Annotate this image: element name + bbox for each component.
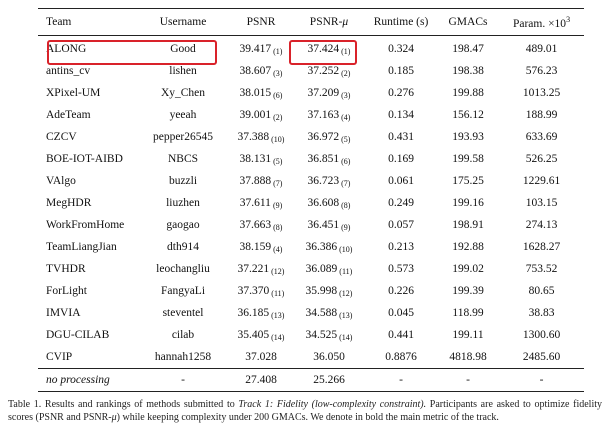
header-psnr-mu-text: PSNR- <box>309 16 343 28</box>
cell-gmacs <box>437 104 499 126</box>
cell-runtime <box>365 148 437 170</box>
table-row <box>38 148 584 170</box>
cell-psnr-mu-rank: (9) <box>341 222 351 232</box>
cell-params <box>499 60 584 82</box>
cell-psnr-mu-rank: (5) <box>341 134 351 144</box>
cell-team <box>38 302 137 324</box>
cell-gmacs <box>437 302 499 324</box>
cell-gmacs <box>437 236 499 258</box>
cell-psnr <box>229 192 293 214</box>
cell-psnr-rank: (3) <box>273 68 283 78</box>
cell-runtime-value: 0.061 <box>388 175 414 187</box>
header-gmacs: GMACs <box>437 9 499 36</box>
cell-username-value: buzzli <box>168 175 198 187</box>
cell-psnr <box>229 82 293 104</box>
cell-username <box>137 36 229 61</box>
cell-username <box>137 60 229 82</box>
cell-gmacs <box>437 258 499 280</box>
cell-params <box>499 192 584 214</box>
cell-runtime <box>365 36 437 61</box>
table-header-row <box>38 9 584 36</box>
cell-params-value: 1628.27 <box>522 241 561 253</box>
cell-psnr-mu <box>293 148 365 170</box>
cell-psnr-rank: (9) <box>272 200 283 210</box>
cell-runtime <box>365 170 437 192</box>
cell-username-value: NBCS <box>167 153 199 165</box>
cell-username-value: cilab <box>171 329 195 341</box>
cell-params-value: 274.13 <box>525 219 558 231</box>
cell-team <box>38 170 137 192</box>
cell-gmacs <box>437 170 499 192</box>
cell-psnr-value: 27.408 <box>245 374 277 386</box>
cell-psnr-mu-value: 37.209 <box>307 86 340 99</box>
cell-gmacs-value: - <box>466 374 470 386</box>
table-row <box>38 214 584 236</box>
cell-username-value: hannah1258 <box>154 351 212 363</box>
cell-psnr-rank: (5) <box>273 156 283 166</box>
cell-gmacs <box>437 369 499 392</box>
cell-username <box>137 280 229 302</box>
cell-psnr-mu-rank: (1) <box>341 46 351 56</box>
cell-psnr <box>229 126 293 148</box>
cell-team <box>38 324 137 346</box>
cell-runtime-value: 0.169 <box>388 153 414 165</box>
cell-username <box>137 82 229 104</box>
caption-suffix: ) while keeping complexity under 200 GMACs. We denote in bold the main metric of the track. <box>116 412 499 423</box>
cell-params-value: 188.99 <box>525 109 558 121</box>
cell-gmacs <box>437 126 499 148</box>
cell-psnr-mu <box>293 302 365 324</box>
cell-params <box>499 236 584 258</box>
cell-psnr-mu-value: 36.972 <box>307 130 340 143</box>
cell-psnr-value: 37.888 <box>239 174 272 187</box>
cell-psnr-mu <box>293 236 365 258</box>
cell-psnr-rank: (11) <box>271 288 285 298</box>
cell-psnr-mu <box>293 192 365 214</box>
cell-gmacs-value: 175.25 <box>452 175 484 187</box>
cell-psnr-mu-value: 36.451 <box>307 218 340 231</box>
cell-runtime <box>365 104 437 126</box>
cell-params-value: 80.65 <box>528 285 555 297</box>
cell-psnr-mu-value: 34.588 <box>305 306 338 319</box>
header-params-exponent: 3 <box>566 14 571 24</box>
cell-psnr-value: 37.028 <box>245 351 277 363</box>
cell-username-value: Xy_Chen <box>160 87 206 99</box>
cell-team <box>38 126 137 148</box>
cell-psnr <box>229 36 293 61</box>
cell-gmacs <box>437 60 499 82</box>
table-row <box>38 258 584 280</box>
cell-gmacs <box>437 82 499 104</box>
cell-psnr-value: 38.607 <box>239 64 272 77</box>
cell-runtime-value: 0.573 <box>388 263 414 275</box>
cell-psnr-mu-value: 36.386 <box>305 240 338 253</box>
cell-runtime <box>365 258 437 280</box>
cell-username <box>137 214 229 236</box>
cell-team <box>38 346 137 369</box>
cell-runtime-value: 0.045 <box>388 307 414 319</box>
cell-team-value: VAlgo <box>46 175 76 187</box>
cell-psnr-value: 37.388 <box>237 130 270 143</box>
cell-runtime <box>365 346 437 369</box>
cell-psnr-mu-rank: (11) <box>339 266 353 276</box>
cell-runtime <box>365 126 437 148</box>
table-row <box>38 324 584 346</box>
cell-runtime <box>365 324 437 346</box>
table-row <box>38 346 584 369</box>
header-psnr-mu <box>293 9 365 36</box>
cell-params-value: 103.15 <box>525 197 558 209</box>
cell-runtime <box>365 82 437 104</box>
cell-params-value: 2485.60 <box>522 351 561 363</box>
table-row <box>38 36 584 61</box>
cell-team-value: MegHDR <box>46 197 92 209</box>
cell-team-value: CZCV <box>46 131 77 143</box>
cell-runtime <box>365 192 437 214</box>
cell-runtime-value: 0.134 <box>388 109 414 121</box>
cell-team <box>38 82 137 104</box>
caption-prefix: Table 1. Results and rankings of methods submitted to <box>8 399 239 410</box>
cell-params <box>499 280 584 302</box>
cell-params <box>499 36 584 61</box>
cell-psnr <box>229 258 293 280</box>
cell-gmacs-value: 199.02 <box>452 263 484 275</box>
cell-runtime-value: 0.249 <box>388 197 414 209</box>
cell-gmacs-value: 198.91 <box>452 219 484 231</box>
cell-params <box>499 302 584 324</box>
table-row <box>38 302 584 324</box>
cell-psnr-mu <box>293 36 365 61</box>
cell-psnr <box>229 104 293 126</box>
cell-runtime-value: 0.8876 <box>385 351 417 363</box>
cell-team-value: TeamLiangJian <box>46 241 117 253</box>
cell-psnr-value: 38.159 <box>239 240 272 253</box>
cell-team <box>38 60 137 82</box>
cell-psnr-mu-value: 37.252 <box>307 64 340 77</box>
cell-psnr-value: 38.131 <box>239 152 272 165</box>
cell-team <box>38 258 137 280</box>
table-row <box>38 170 584 192</box>
cell-team <box>38 280 137 302</box>
cell-username <box>137 192 229 214</box>
cell-runtime-value: 0.185 <box>388 65 414 77</box>
table-row <box>38 82 584 104</box>
cell-psnr-mu <box>293 170 365 192</box>
cell-gmacs-value: 156.12 <box>452 109 484 121</box>
table-row <box>38 369 584 392</box>
cell-params <box>499 104 584 126</box>
cell-params <box>499 324 584 346</box>
cell-gmacs <box>437 324 499 346</box>
cell-gmacs-value: 198.38 <box>452 65 484 77</box>
table-row <box>38 236 584 258</box>
cell-psnr-value: 38.015 <box>239 86 272 99</box>
cell-psnr-rank: (10) <box>271 134 285 144</box>
table-row <box>38 280 584 302</box>
cell-psnr-mu-value: 36.050 <box>313 351 345 363</box>
cell-psnr-mu-rank: (2) <box>341 68 351 78</box>
cell-team <box>38 36 137 61</box>
cell-params <box>499 346 584 369</box>
cell-psnr-rank: (4) <box>273 244 283 254</box>
cell-username <box>137 126 229 148</box>
header-params-text: Param. ×10 <box>512 17 567 30</box>
cell-gmacs-value: 192.88 <box>452 241 484 253</box>
cell-params-value: 38.83 <box>528 307 555 319</box>
cell-username <box>137 302 229 324</box>
cell-team <box>38 148 137 170</box>
table-row <box>38 192 584 214</box>
cell-psnr-mu <box>293 126 365 148</box>
cell-params <box>499 82 584 104</box>
cell-params-value: 1229.61 <box>522 175 561 187</box>
header-psnr: PSNR <box>229 9 293 36</box>
cell-gmacs-value: 199.39 <box>452 285 484 297</box>
cell-psnr-value: 35.405 <box>237 328 270 341</box>
cell-psnr-mu <box>293 214 365 236</box>
cell-team-value: TVHDR <box>46 263 86 275</box>
cell-params <box>499 170 584 192</box>
cell-runtime-value: 0.441 <box>388 329 414 341</box>
cell-runtime <box>365 302 437 324</box>
cell-psnr <box>229 214 293 236</box>
cell-psnr-rank: (2) <box>273 112 283 122</box>
cell-psnr <box>229 148 293 170</box>
cell-gmacs <box>437 192 499 214</box>
cell-psnr-mu-rank: (12) <box>339 288 353 298</box>
cell-team-value: ALONG <box>46 43 87 55</box>
cell-username <box>137 170 229 192</box>
cell-username-value: leochangliu <box>156 263 210 275</box>
cell-runtime-value: 0.431 <box>388 131 414 143</box>
cell-runtime-value: 0.226 <box>388 285 414 297</box>
cell-psnr <box>229 280 293 302</box>
cell-runtime <box>365 369 437 392</box>
cell-gmacs-value: 198.47 <box>452 43 484 55</box>
cell-gmacs <box>437 280 499 302</box>
cell-psnr-mu-value: 25.266 <box>313 374 345 386</box>
cell-params <box>499 258 584 280</box>
cell-psnr-mu-value: 36.089 <box>305 262 338 275</box>
cell-runtime-value: 0.213 <box>388 241 414 253</box>
cell-psnr-rank: (12) <box>271 266 285 276</box>
cell-psnr-mu-value: 37.424 <box>307 42 340 55</box>
cell-psnr-mu-value: 34.525 <box>305 328 338 341</box>
cell-team <box>38 369 137 392</box>
cell-team-value: no processing <box>46 374 110 386</box>
cell-psnr-mu <box>293 369 365 392</box>
cell-gmacs-value: 118.99 <box>452 307 484 319</box>
header-mu-symbol: μ <box>342 16 349 28</box>
cell-psnr <box>229 369 293 392</box>
cell-params <box>499 126 584 148</box>
cell-psnr-rank: (7) <box>273 178 283 188</box>
cell-gmacs-value: 199.88 <box>452 87 484 99</box>
cell-gmacs-value: 199.58 <box>452 153 484 165</box>
cell-psnr-mu-value: 37.163 <box>307 108 340 121</box>
cell-psnr-mu <box>293 60 365 82</box>
header-runtime: Runtime (s) <box>365 9 437 36</box>
cell-team-value: XPixel-UM <box>46 87 101 99</box>
cell-psnr-mu-rank: (14) <box>339 332 353 342</box>
cell-psnr-value: 36.185 <box>237 306 270 319</box>
cell-username-value: Good <box>170 43 196 55</box>
cell-params <box>499 369 584 392</box>
header-username: Username <box>137 9 229 36</box>
cell-runtime <box>365 60 437 82</box>
cell-team <box>38 104 137 126</box>
cell-runtime <box>365 280 437 302</box>
cell-username <box>137 346 229 369</box>
cell-username-value: - <box>181 374 185 386</box>
cell-gmacs-value: 199.16 <box>452 197 484 209</box>
table-body <box>38 36 584 392</box>
cell-team-value: CVIP <box>46 351 73 363</box>
table-row <box>38 126 584 148</box>
cell-gmacs <box>437 36 499 61</box>
cell-team-value: WorkFromHome <box>46 219 125 231</box>
table-caption <box>8 398 602 424</box>
cell-psnr-mu-rank: (8) <box>341 200 351 210</box>
cell-psnr-mu-value: 36.851 <box>307 152 340 165</box>
cell-psnr-value: 37.663 <box>239 218 272 231</box>
cell-team-value: DGU-CILAB <box>46 329 110 341</box>
cell-psnr-mu-rank: (4) <box>341 112 351 122</box>
cell-team <box>38 192 137 214</box>
cell-params-value: 489.01 <box>525 43 558 55</box>
cell-psnr <box>229 60 293 82</box>
cell-psnr-mu <box>293 104 365 126</box>
cell-psnr-rank: (8) <box>273 222 283 232</box>
cell-params <box>499 214 584 236</box>
cell-psnr-rank: (1) <box>273 46 283 56</box>
cell-username-value: pepper26545 <box>152 131 214 143</box>
cell-params-value: - <box>539 374 544 386</box>
cell-psnr-mu-rank: (7) <box>341 178 351 188</box>
caption-mu: μ <box>111 412 117 423</box>
cell-params-value: 753.52 <box>525 263 558 275</box>
cell-psnr-rank: (13) <box>271 310 285 320</box>
cell-team-value: antins_cv <box>46 65 91 77</box>
cell-psnr-value: 39.001 <box>239 108 272 121</box>
cell-username <box>137 104 229 126</box>
cell-username-value: liuzhen <box>166 197 200 209</box>
cell-psnr-mu-value: 36.608 <box>307 196 340 209</box>
cell-psnr-mu-value: 35.998 <box>305 284 338 297</box>
cell-psnr-value: 37.370 <box>237 284 270 297</box>
cell-psnr-mu-rank: (6) <box>341 156 351 166</box>
cell-gmacs <box>437 346 499 369</box>
cell-psnr-mu <box>293 82 365 104</box>
cell-username-value: gaogao <box>166 219 200 231</box>
cell-psnr-rank: (14) <box>271 332 285 342</box>
cell-team <box>38 214 137 236</box>
table-row <box>38 104 584 126</box>
cell-psnr-mu-rank: (10) <box>339 244 353 254</box>
cell-psnr-value: 37.221 <box>237 262 270 275</box>
cell-team-value: BOE-IOT-AIBD <box>46 153 123 165</box>
cell-psnr-mu <box>293 324 365 346</box>
cell-runtime-value: 0.324 <box>388 43 414 55</box>
cell-psnr-mu <box>293 258 365 280</box>
cell-runtime-value: 0.057 <box>388 219 414 231</box>
cell-params <box>499 148 584 170</box>
cell-username-value: yeeah <box>169 109 197 121</box>
caption-middle: Participants are asked to optimize fidelity scores (PSNR and PSNR- <box>8 399 603 423</box>
cell-params-value: 576.23 <box>525 65 558 77</box>
cell-gmacs-value: 193.93 <box>452 131 484 143</box>
cell-username <box>137 324 229 346</box>
cell-username-value: FangyaLi <box>160 285 206 297</box>
cell-gmacs-value: 4818.98 <box>449 351 487 363</box>
cell-params-value: 526.25 <box>525 153 558 165</box>
cell-username <box>137 258 229 280</box>
header-team: Team <box>38 9 137 36</box>
cell-gmacs <box>437 214 499 236</box>
cell-psnr <box>229 170 293 192</box>
cell-gmacs-value: 199.11 <box>452 329 484 341</box>
cell-username-value: steventel <box>162 307 204 319</box>
cell-runtime-value: - <box>399 374 403 386</box>
cell-psnr <box>229 324 293 346</box>
cell-psnr-mu-rank: (13) <box>339 310 353 320</box>
header-params <box>499 9 584 36</box>
cell-username <box>137 369 229 392</box>
cell-team-value: AdeTeam <box>46 109 91 121</box>
table-row <box>38 60 584 82</box>
cell-team <box>38 236 137 258</box>
cell-psnr-mu <box>293 346 365 369</box>
cell-params-value: 633.69 <box>525 131 558 143</box>
cell-psnr-mu-value: 36.723 <box>307 174 340 187</box>
cell-psnr <box>229 236 293 258</box>
cell-psnr-value: 37.611 <box>239 196 271 209</box>
cell-psnr <box>229 302 293 324</box>
cell-runtime <box>365 214 437 236</box>
cell-gmacs <box>437 148 499 170</box>
cell-psnr-mu-rank: (3) <box>341 90 351 100</box>
caption-track: Track 1: Fidelity (low-complexity constraint). <box>238 399 427 410</box>
cell-params-value: 1300.60 <box>522 329 561 341</box>
cell-psnr <box>229 346 293 369</box>
cell-psnr-rank: (6) <box>273 90 283 100</box>
results-table <box>38 8 584 392</box>
cell-team-value: ForLight <box>46 285 87 297</box>
cell-params-value: 1013.25 <box>522 87 561 99</box>
cell-username-value: lishen <box>169 65 197 77</box>
cell-username <box>137 148 229 170</box>
cell-psnr-mu <box>293 280 365 302</box>
cell-team-value: IMVIA <box>46 307 81 319</box>
cell-runtime-value: 0.276 <box>388 87 414 99</box>
cell-username-value: dth914 <box>167 241 199 253</box>
cell-username <box>137 236 229 258</box>
cell-runtime <box>365 236 437 258</box>
cell-psnr-value: 39.417 <box>239 42 272 55</box>
